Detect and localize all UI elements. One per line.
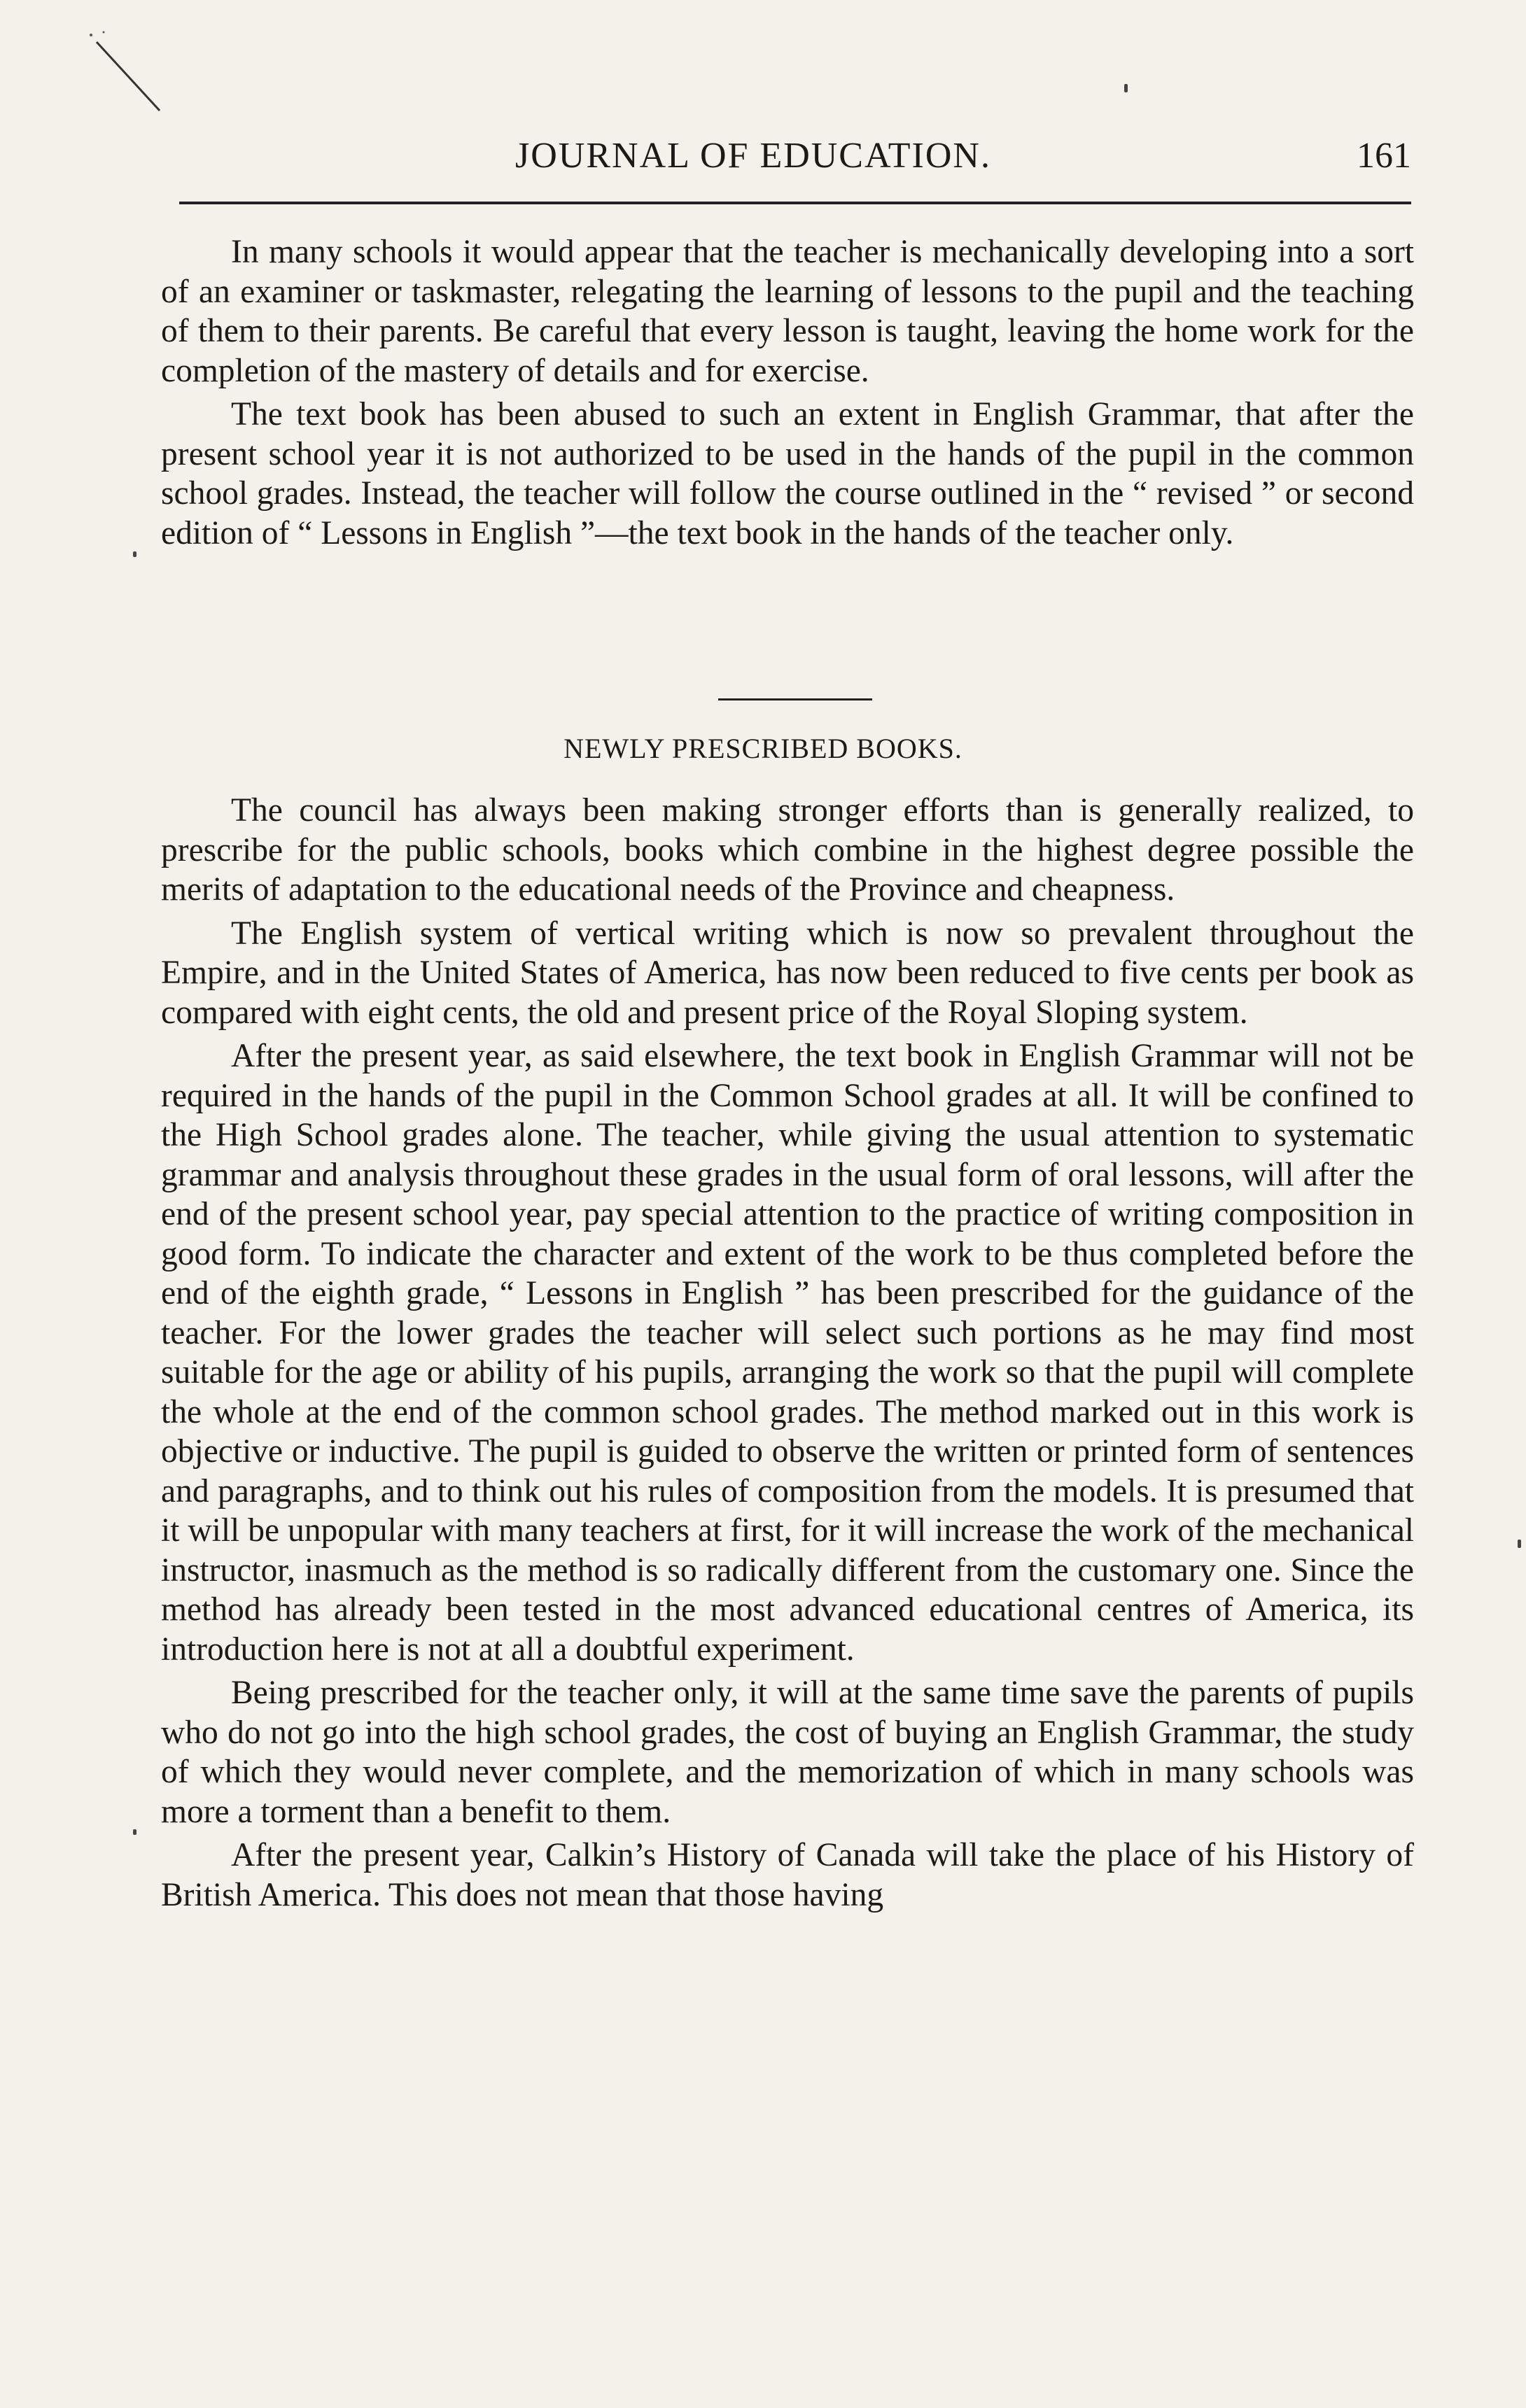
paragraph-english-grammar: After the present year, as said elsewhere, the text book in English Grammar will not be required in the hands of the pupil in the Common School grades at all. It will be confined to the High School grades alone. The teacher, while giving the usual attention to systematic grammar and analysis throughout these grades in the usual form of oral lessons, will after the end of the present school year, pay special attention to the practice of writing composition in good form. To indicate the character and extent of the work to be thus completed before the end of the eighth grade, “ Lessons in English ” has been prescribed for the guidance of the teacher. For the lower grades the teacher will select such portions as he may find most suitable for the age or ability of his pupils, arranging the work so that the pupil will complete the whole at the end of the common school grades. The method marked out in this work is objective or inductive. The pupil is guided to observe the written or printed form of sentences and paragraphs, and to think out his rules of composition from the models. It is presumed that it will be unpopular with many teachers at first, for it will increase the work of the mechanical instructor, inasmuch as the method is so radically different from the customary one. Since the method has already been tested in the most advanced educational centres of America, its introduction here is not at all a doubtful experiment.: [161, 1038, 1414, 1668]
stray-mark: [133, 551, 136, 557]
section-heading: NEWLY PRESCRIBED BOOKS.: [564, 733, 962, 764]
stray-mark: [1518, 1540, 1521, 1548]
running-title: JOURNAL OF EDUCATION.: [515, 136, 991, 176]
stray-mark: [1124, 84, 1128, 92]
paragraph-mechanical-teaching: In many schools it would appear that the teacher is mechanically developing into a sort of an examiner or taskmaster, relegating the learning of lessons to the pupil and the teaching of them to their parents. Be careful that every lesson is taught, leaving the home work for the completion of the mastery of details and for exercise.: [161, 234, 1414, 389]
section-text: [161, 791, 1414, 1915]
pen-stroke-mark: [84, 28, 196, 119]
running-header: [179, 122, 1411, 178]
paragraph-teacher-only: Being prescribed for the teacher only, it will at the same time save the parents of pupils who do not go into the high school grades, the cost of buying an English Grammar, the study of which they would never complete, and the memorization of which in many schools was more a torment than a benefit to them.: [161, 1675, 1414, 1830]
paragraph-calkin-history: After the present year, Calkin’s History of Canada will take the place of his History of British America. This does not mean that those having: [161, 1837, 1414, 1913]
paragraph-text-book-grammar: The text book has been abused to such an extent in English Grammar, that after the present school year it is not authorized to be used in the hands of the pupil in the common school grades. Instead, the teacher will follow the course outlined in the “ revised ” or second edition of “ Lessons in English ”—the text book in the hands of the teacher only.: [161, 396, 1414, 551]
paragraph-council-efforts: The council has always been making stronger efforts than is generally realized, to prescribe for the public schools, books which combine in the highest degree possible the merits of adaptation to the educational needs of the Province and cheapness.: [161, 792, 1414, 908]
opening-text: [161, 232, 1414, 553]
page-number: 161: [1357, 136, 1411, 176]
paragraph-vertical-writing: The English system of vertical writing which is now so prevalent throughout the Empire, and in the United States of America, has now been reduced to five cents per book as compared with eight cents, the old and present price of the Royal Sloping system.: [161, 915, 1414, 1031]
stray-mark: [133, 1829, 136, 1835]
header-rule: [179, 202, 1411, 204]
section-divider: [718, 698, 872, 700]
